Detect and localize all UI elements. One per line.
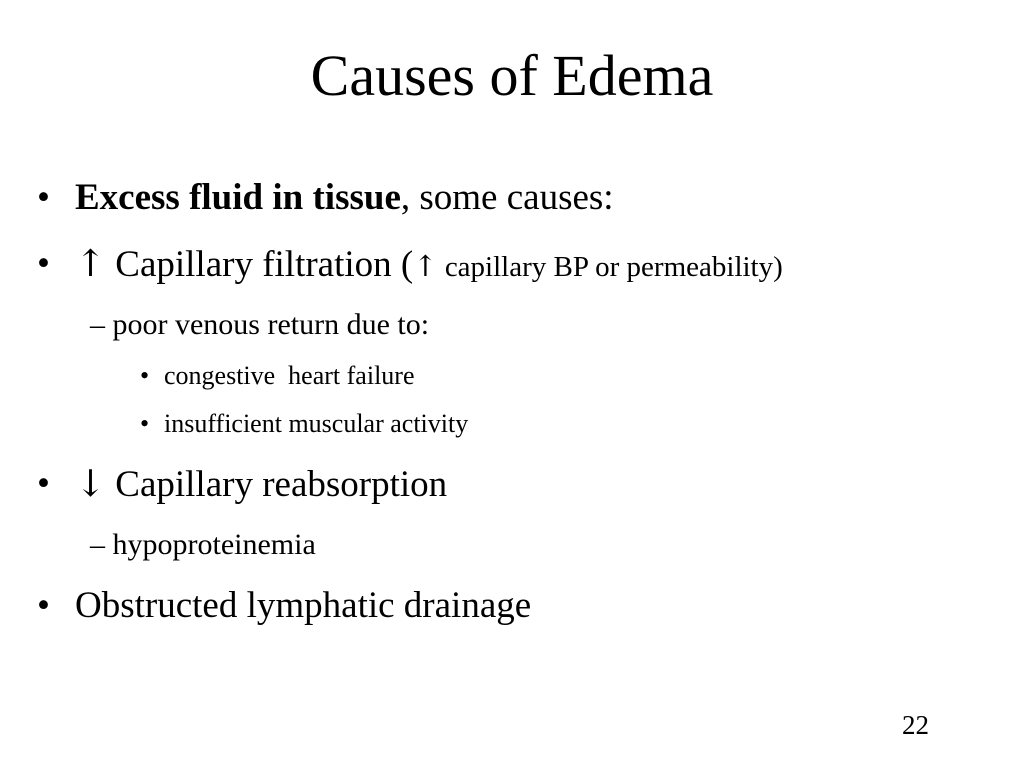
bullet-main-text: Capillary reabsorption <box>106 464 448 505</box>
bullet-dot: • <box>140 361 150 390</box>
page-number: 22 <box>902 710 929 740</box>
bullet-dot: • <box>37 243 50 284</box>
sub-bullet-text <box>90 528 316 562</box>
bullet-text <box>75 462 447 506</box>
dash-marker: – <box>90 528 105 561</box>
bullet-dot: • <box>37 585 50 626</box>
sub-bullet-text <box>90 308 429 342</box>
bullet-dot: • <box>37 177 50 218</box>
sub-sub-bullet-text: insufficient muscular activity <box>164 409 469 438</box>
sub-sub-bullet-text: congestive heart failure <box>164 361 415 390</box>
bullet-bold-text: Excess fluid in tissue <box>75 177 401 218</box>
bullet-rest-text: , some causes: <box>400 177 614 218</box>
bullet-text: Obstructed lymphatic drainage <box>75 585 532 626</box>
sub-bullet-label: hypoproteinemia <box>105 528 316 561</box>
bullet-text <box>75 242 783 286</box>
bullet-dot: • <box>140 409 150 438</box>
up-arrow-icon: ↑ <box>75 242 107 285</box>
bullet-small-text: capillary BP or permeability) <box>437 251 783 283</box>
sub-bullet-label: poor venous return due to: <box>105 308 430 341</box>
slide-title: Causes of Edema <box>310 43 714 108</box>
bullet-dot: • <box>37 463 50 504</box>
bullet-text <box>75 176 614 219</box>
up-arrow-icon: ↑ <box>413 249 438 283</box>
dash-marker: – <box>90 308 105 341</box>
bullet-main-text: Capillary filtration ( <box>106 244 414 285</box>
down-arrow-icon: ↓ <box>75 462 107 505</box>
